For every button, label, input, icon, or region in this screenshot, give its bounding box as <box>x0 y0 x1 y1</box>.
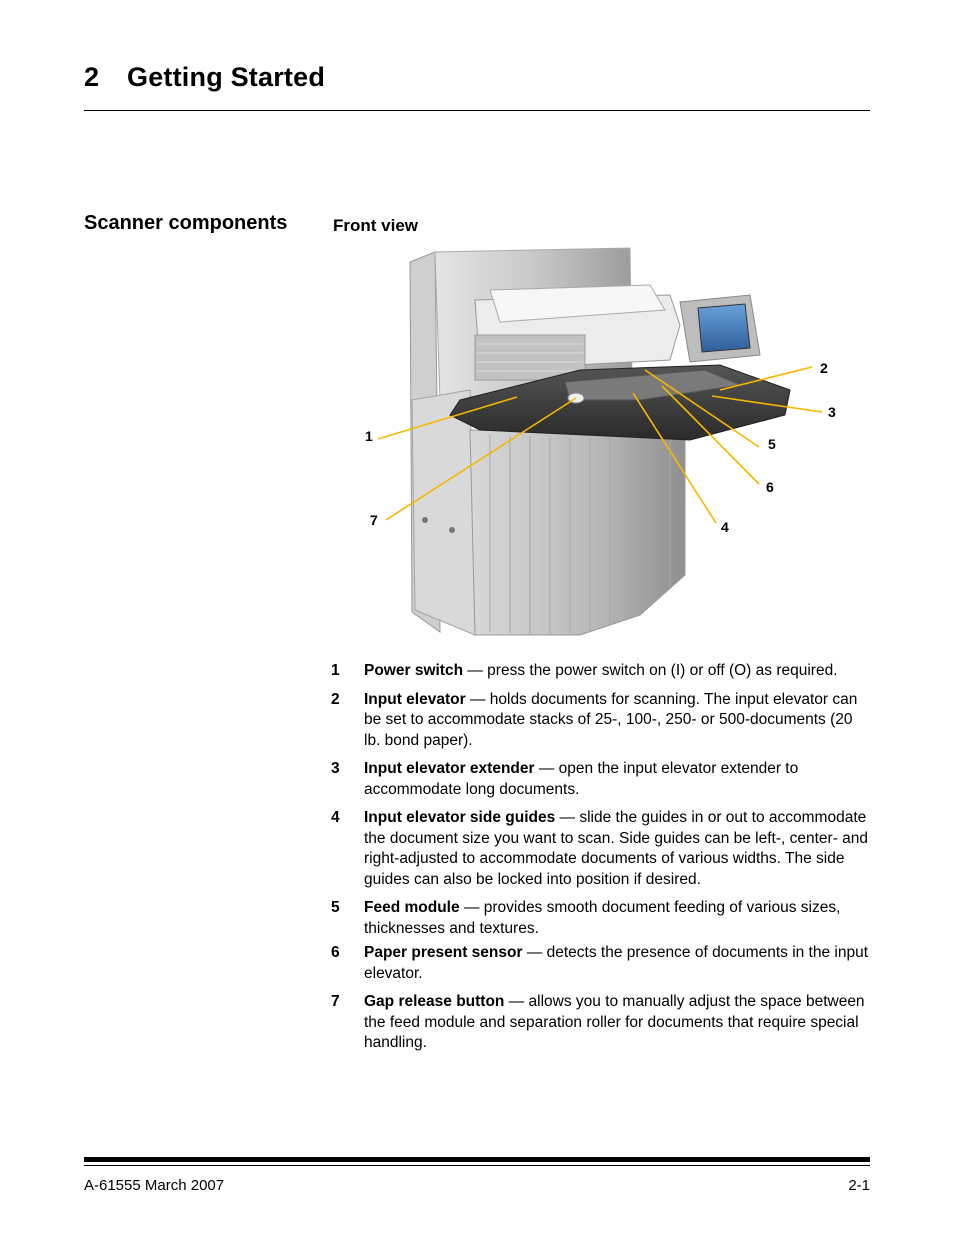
callout-4: 4 <box>721 519 729 535</box>
callout-1: 1 <box>365 428 373 444</box>
subheading-front-view: Front view <box>333 216 419 235</box>
cabinet-left-shape <box>412 390 475 635</box>
component-description: — holds documents for scanning. The input elevator can be set to accommodate stacks of 25-, 100-, 250- or 500-documents (20 lb. bond paper). <box>364 690 858 749</box>
component-item <box>331 992 871 1054</box>
touchscreen-display-shape <box>698 304 750 352</box>
component-number: 1 <box>331 662 340 679</box>
footer-rule-thin <box>84 1165 870 1166</box>
callout-5: 5 <box>768 436 776 452</box>
component-term: Input elevator extender <box>364 760 535 777</box>
chapter-title <box>84 62 325 93</box>
section-heading: Scanner components <box>84 212 288 234</box>
component-description: — slide the guides in or out to accommodate the document size you want to scan. Side guides can be left-, center- and right-adjusted to accommodate documents of various widths. The side guides can also be locked into position if desired. <box>364 809 869 888</box>
chapter-title-text: Getting Started <box>127 62 326 92</box>
component-number: 5 <box>331 899 340 916</box>
component-item <box>331 943 871 984</box>
component-term: Input elevator side guides <box>364 809 556 826</box>
callout-6: 6 <box>766 479 774 495</box>
footer-document-id: A-61555 March 2007 <box>84 1177 225 1194</box>
component-number: 4 <box>331 809 340 826</box>
component-description: — press the power switch on (I) or off (O) as required. <box>463 662 838 679</box>
component-number: 3 <box>331 760 340 777</box>
component-term: Gap release button <box>364 993 505 1010</box>
callout-3: 3 <box>828 404 836 420</box>
scanner-illustration <box>340 240 870 650</box>
component-item <box>331 759 871 800</box>
component-term: Input elevator <box>364 690 466 708</box>
cabinet-screw <box>422 517 428 523</box>
scanner-front-view-figure <box>340 240 870 650</box>
component-number: 2 <box>331 690 340 708</box>
cabinet-screw <box>449 527 455 533</box>
component-number: 6 <box>331 944 340 961</box>
component-term: Feed module <box>364 899 460 916</box>
component-term: Paper present sensor <box>364 944 523 961</box>
component-item <box>331 661 871 682</box>
component-description: — allows you to manually adjust the space between the feed module and separation roller for documents that require special handling. <box>364 993 865 1051</box>
header-rule <box>84 110 870 111</box>
component-description: — provides smooth document feeding of various sizes, thicknesses and textures. <box>364 899 841 937</box>
chapter-number: 2 <box>84 62 100 92</box>
footer-rule-thick <box>84 1157 870 1162</box>
component-item <box>331 808 871 890</box>
component-list <box>331 661 871 1062</box>
component-item <box>331 690 871 752</box>
component-description: — detects the presence of documents in the input elevator. <box>364 944 869 982</box>
component-item <box>331 898 871 939</box>
cabinet-base-shape <box>470 430 685 635</box>
callout-2: 2 <box>820 360 828 376</box>
component-description: — open the input elevator extender to accommodate long documents. <box>364 760 799 798</box>
callout-7: 7 <box>370 512 378 528</box>
component-number: 7 <box>331 993 340 1010</box>
component-term: Power switch <box>364 662 464 679</box>
footer-page-number: 2-1 <box>848 1177 870 1194</box>
